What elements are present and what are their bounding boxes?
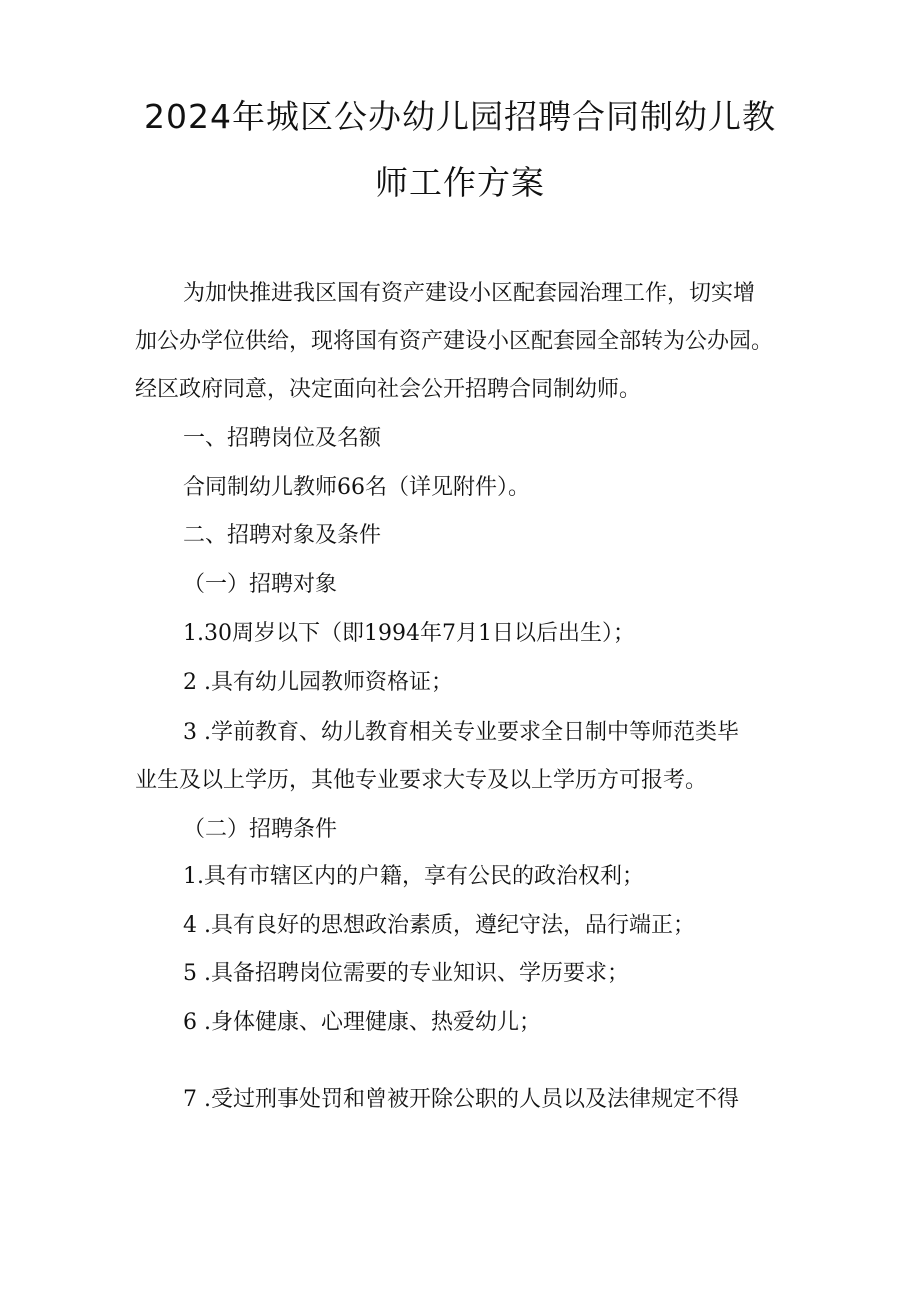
subsection-1-item-3-line-1: 3 .学前教育、幼儿教育相关专业要求全日制中等师范类毕 [183,720,739,745]
subsection-1-heading: （一）招聘对象 [183,572,338,597]
intro-paragraph-line-1: 为加快推进我区国有资产建设小区配套园治理工作，切实增 [183,281,756,306]
document-title-line-2: 师工作方案 [375,163,545,202]
subsection-1-item-3-line-2: 业生及以上学历，其他专业要求大专及以上学历方可报考。 [135,768,708,793]
subsection-2-heading: （二）招聘条件 [183,817,338,842]
section-1-body: 合同制幼儿教师66名（详见附件）。 [183,475,530,500]
subsection-2-item-1: 1.具有市辖区内的户籍，享有公民的政治权利； [183,864,644,889]
subsection-2-item-5: 5 .具备招聘岗位需要的专业知识、学历要求； [183,961,629,986]
document-title-line-1: 2024年城区公办幼儿园招聘合同制幼儿教 [144,97,776,136]
subsection-1-item-1: 1.30周岁以下（即1994年7月1日以后出生）； [183,621,635,646]
intro-paragraph-line-3: 经区政府同意，决定面向社会公开招聘合同制幼师。 [135,377,642,402]
subsection-1-item-2: 2 .具有幼儿园教师资格证； [183,670,453,695]
subsection-2-item-4: 4 .具有良好的思想政治素质，遵纪守法，品行端正； [183,913,695,938]
subsection-2-item-7-line-1: 7 .受过刑事处罚和曾被开除公职的人员以及法律规定不得 [183,1087,739,1112]
subsection-2-item-6: 6 .身体健康、心理健康、热爱幼儿； [183,1010,541,1035]
section-1-heading: 一、招聘岗位及名额 [183,426,382,451]
intro-paragraph-line-2: 加公办学位供给，现将国有资产建设小区配套园全部转为公办园。 [135,329,774,354]
section-2-heading: 二、招聘对象及条件 [183,523,382,548]
